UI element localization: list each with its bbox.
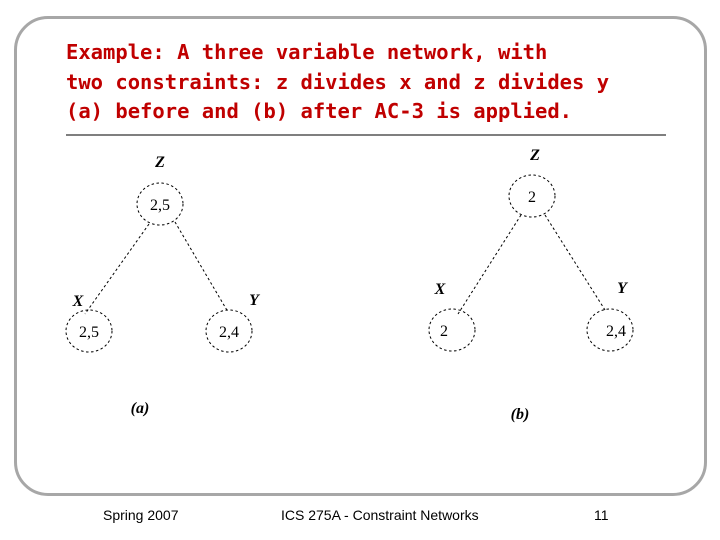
- title-line-3: (a) before and (b) after AC-3 is applied.: [66, 99, 573, 123]
- var-label-b-z: Z: [530, 147, 540, 164]
- footer-page-number: 11: [594, 507, 609, 523]
- domain-a-x: 2,5: [79, 324, 99, 341]
- domain-b-x: 2: [440, 323, 448, 340]
- caption-a: (a): [130, 400, 150, 417]
- footer-date: Spring 2007: [103, 507, 179, 523]
- title-line-2: two constraints: z divides x and z divides y: [66, 69, 610, 94]
- domain-b-z: 2: [528, 189, 536, 206]
- edge-a-z-y: [175, 222, 228, 312]
- footer-course: ICS 275A - Constraint Networks: [281, 507, 479, 523]
- var-label-a-z: Z: [155, 154, 165, 171]
- edge-a-z-x: [85, 224, 149, 314]
- edge-b-z-y: [545, 215, 605, 310]
- domain-a-z: 2,5: [150, 197, 170, 214]
- node-b-x: [429, 309, 475, 351]
- caption-b: (b): [510, 406, 530, 423]
- domain-b-y: 2,4: [606, 323, 626, 340]
- domain-a-y: 2,4: [219, 324, 239, 341]
- edge-b-z-x: [458, 215, 521, 314]
- var-label-b-y: Y: [617, 280, 627, 297]
- var-label-b-x: X: [434, 281, 446, 298]
- title-line-1: Example: A three variable network, with: [66, 40, 548, 64]
- var-label-a-y: Y: [249, 292, 259, 309]
- var-label-a-x: X: [72, 293, 84, 310]
